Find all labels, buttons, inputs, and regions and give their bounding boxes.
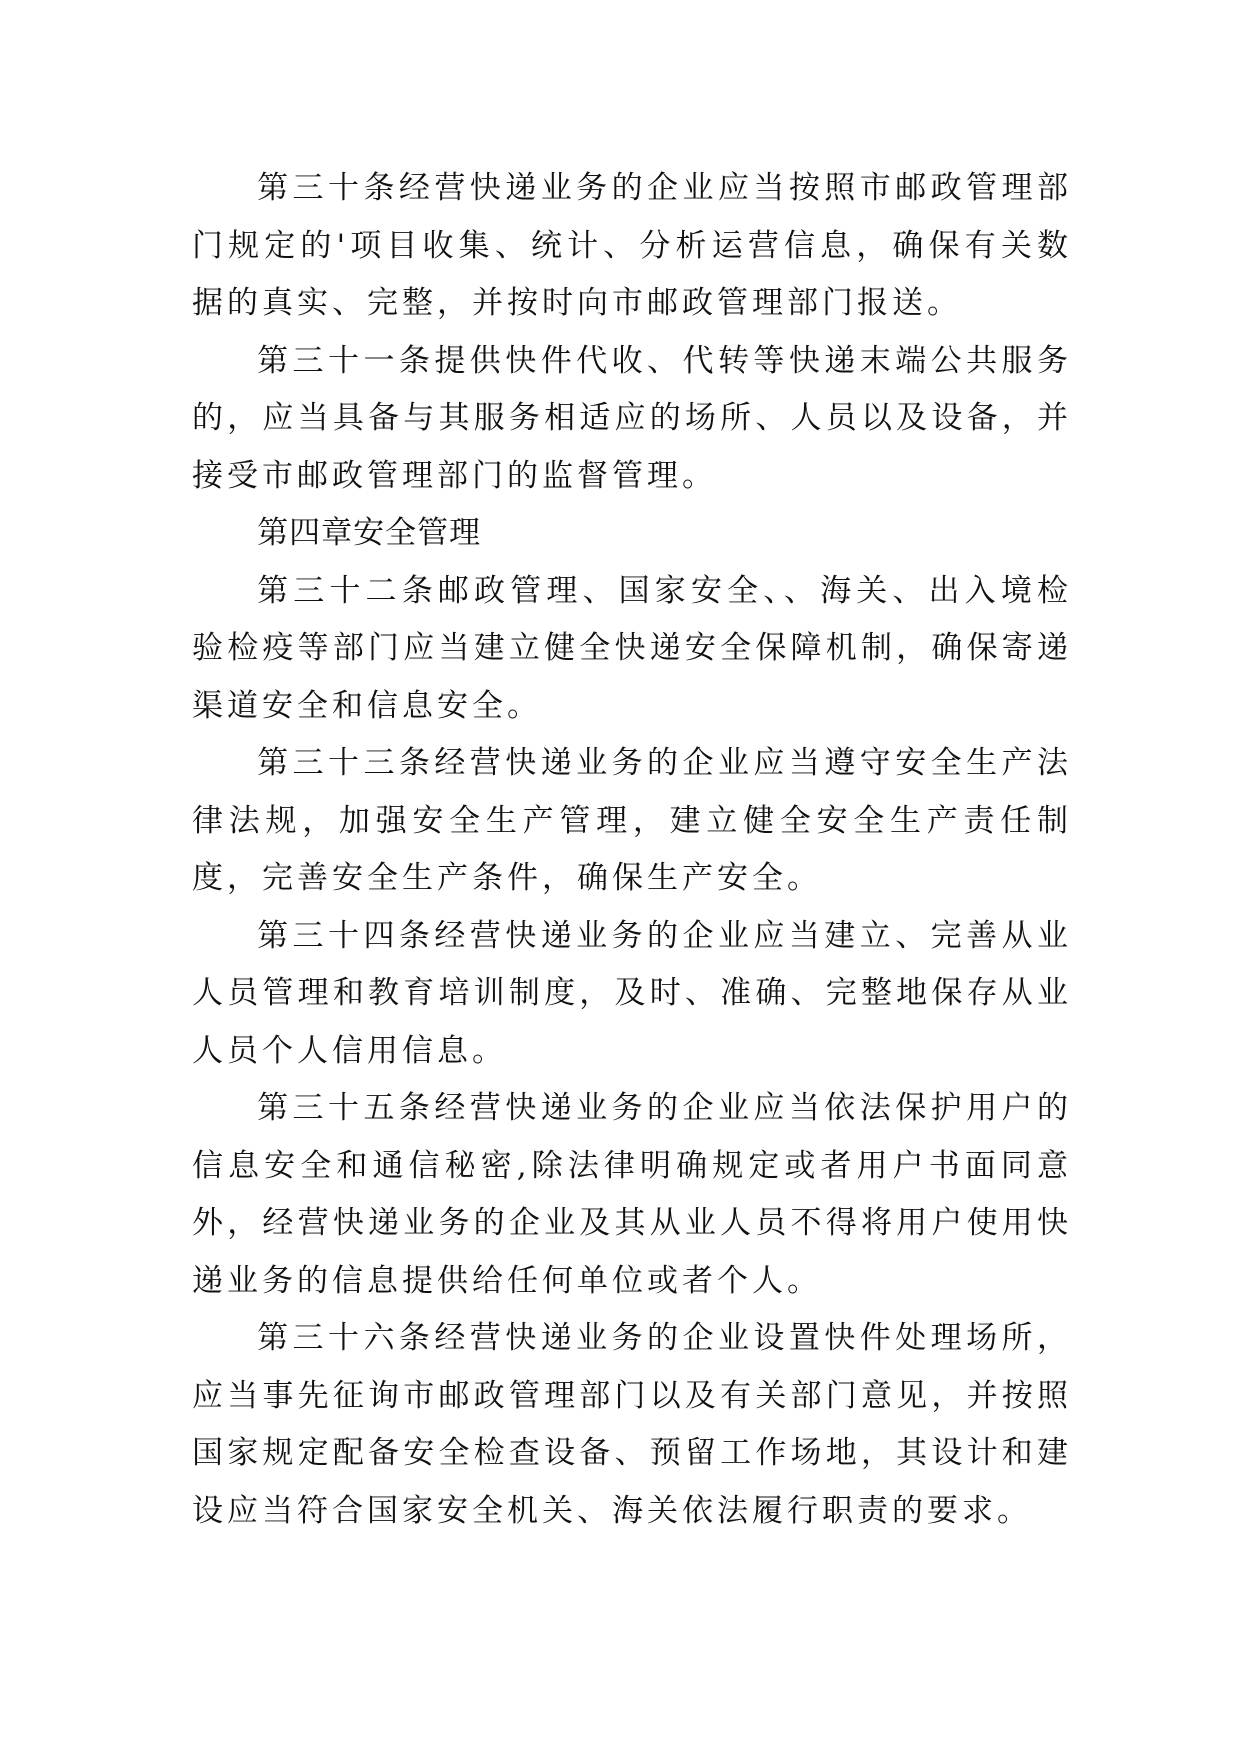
document-body: [192, 160, 1072, 1540]
article-35: 第三十五条经营快递业务的企业应当依法保护用户的信息安全和通信秘密,除法律明确规定或者用户书面同意外，经营快递业务的企业及其从业人员不得将用户使用快递业务的信息提供给任何单位或者个人。: [192, 1090, 1072, 1299]
article-32: 第三十二条邮政管理、国家安全、、海关、出入境检验检疫等部门应当建立健全快递安全保障机制，确保寄递渠道安全和信息安全。: [192, 572, 1072, 724]
article-34: 第三十四条经营快递业务的企业应当建立、完善从业人员管理和教育培训制度，及时、准确、完整地保存从业人员个人信用信息。: [192, 917, 1072, 1069]
article-30: 第三十条经营快递业务的企业应当按照市邮政管理部门规定的'项目收集、统计、分析运营信息，确保有关数据的真实、完整，并按时向市邮政管理部门报送。: [192, 170, 1072, 321]
chapter-heading: 第四章安全管理: [257, 515, 482, 551]
article-31: 第三十一条提供快件代收、代转等快递末端公共服务的，应当具备与其服务相适应的场所、人员以及设备，并接受市邮政管理部门的监督管理。: [192, 342, 1072, 494]
article-36: 第三十六条经营快递业务的企业设置快件处理场所，应当事先征询市邮政管理部门以及有关部门意见，并按照国家规定配备安全检查设备、预留工作场地，其设计和建设应当符合国家安全机关、海关依法履行职责的要求。: [192, 1320, 1072, 1529]
article-33: 第三十三条经营快递业务的企业应当遵守安全生产法律法规，加强安全生产管理，建立健全安全生产责任制度，完善安全生产条件，确保生产安全。: [192, 745, 1072, 896]
